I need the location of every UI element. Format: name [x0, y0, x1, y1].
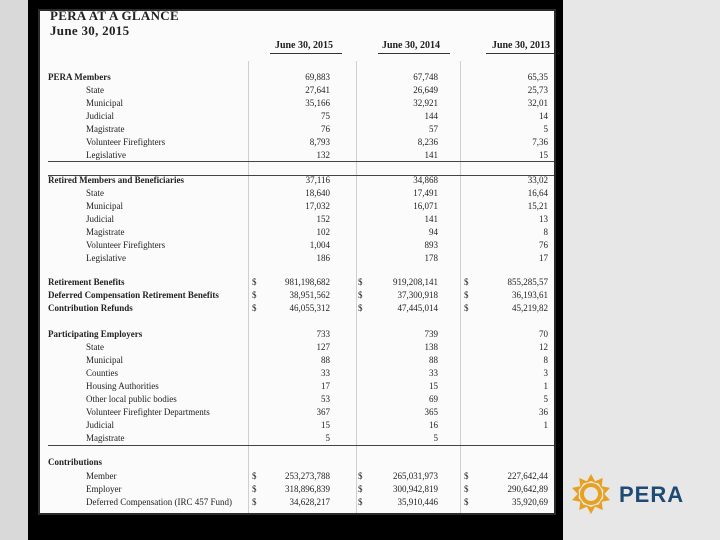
cell-value: 15 — [321, 420, 330, 430]
cell-value: 144 — [424, 111, 438, 121]
row-label: Contributions — [48, 457, 103, 467]
table-section-row — [40, 71, 554, 84]
table-row — [40, 419, 554, 432]
cell-value: 981,198,682 — [285, 277, 330, 287]
row-label: Municipal — [86, 98, 123, 108]
currency-symbol: $ — [358, 303, 363, 313]
table-row — [40, 470, 554, 483]
cell-value: 16,64 — [527, 188, 548, 198]
table-row — [40, 110, 554, 123]
table-row — [40, 341, 554, 354]
cell-value: 69,883 — [305, 72, 330, 82]
cell-value: 26,649 — [413, 85, 438, 95]
currency-symbol: $ — [252, 471, 257, 481]
row-label: PERA Members — [48, 72, 111, 82]
currency-symbol: $ — [358, 290, 363, 300]
cell-value: 8 — [543, 227, 548, 237]
table-section-row — [40, 328, 554, 341]
slide-frame — [28, 0, 563, 540]
financial-table-document — [38, 9, 556, 515]
table-row — [40, 149, 554, 162]
table-row — [40, 432, 554, 445]
cell-value: 127 — [316, 342, 330, 352]
table-section-row — [40, 174, 554, 187]
cell-value: 36,193,61 — [512, 290, 548, 300]
cell-value: 365 — [424, 407, 438, 417]
cell-value: 1,004 — [309, 240, 330, 250]
cell-value: 76 — [321, 124, 330, 134]
row-label: Municipal — [86, 201, 123, 211]
pera-logo — [567, 470, 697, 522]
currency-symbol: $ — [358, 497, 363, 507]
cell-value: 5 — [433, 433, 438, 443]
cell-value: 16 — [429, 420, 438, 430]
table-row — [40, 97, 554, 110]
currency-symbol: $ — [252, 277, 257, 287]
cell-value: 17 — [321, 381, 330, 391]
currency-symbol: $ — [464, 290, 469, 300]
cell-value: 253,273,788 — [285, 471, 330, 481]
row-label: State — [86, 85, 104, 95]
cell-value: 69 — [429, 394, 438, 404]
column-header-2015: June 30, 2015 — [274, 40, 333, 51]
cell-value: 739 — [424, 329, 438, 339]
cell-value: 76 — [539, 240, 548, 250]
cell-value: 141 — [424, 214, 438, 224]
cell-value: 16,071 — [413, 201, 438, 211]
cell-value: 186 — [316, 253, 330, 263]
row-label: Volunteer Firefighter Departments — [86, 407, 210, 417]
table-row — [40, 187, 554, 200]
table-row — [40, 496, 554, 509]
cell-value: 33 — [429, 368, 438, 378]
cell-value: 15 — [539, 150, 548, 160]
cell-value: 70 — [539, 329, 548, 339]
row-label: Employer — [86, 484, 122, 494]
cell-value: 46,055,312 — [289, 303, 330, 313]
cell-value: 733 — [316, 329, 330, 339]
sun-ray — [586, 505, 596, 514]
table-row — [40, 354, 554, 367]
cell-value: 53 — [321, 394, 330, 404]
row-label: Retirement Benefits — [48, 277, 125, 287]
cell-value: 8 — [543, 355, 548, 365]
cell-value: 35,910,446 — [397, 497, 438, 507]
row-label: State — [86, 342, 104, 352]
cell-value: 3 — [543, 368, 548, 378]
cell-value: 141 — [424, 150, 438, 160]
cell-value: 25,73 — [527, 85, 548, 95]
row-label: Judicial — [86, 420, 114, 430]
row-label: Magistrate — [86, 227, 125, 237]
table-section-row — [40, 289, 554, 302]
cell-value: 893 — [424, 240, 438, 250]
currency-symbol: $ — [252, 484, 257, 494]
sun-ray — [586, 474, 596, 483]
column-header-2013: June 30, 2013 — [491, 40, 550, 51]
column-header-2014: June 30, 2014 — [381, 40, 440, 51]
cell-value: 1 — [543, 381, 548, 391]
cell-value: 35,166 — [305, 98, 330, 108]
table-row — [40, 393, 554, 406]
cell-value: 5 — [543, 394, 548, 404]
currency-symbol: $ — [358, 471, 363, 481]
cell-value: 8,793 — [309, 137, 330, 147]
currency-symbol: $ — [358, 484, 363, 494]
cell-value: 8,236 — [417, 137, 438, 147]
row-label: Legislative — [86, 253, 126, 263]
row-label: Municipal — [86, 355, 123, 365]
section-divider — [48, 445, 554, 446]
cell-value: 227,642,44 — [507, 471, 548, 481]
table-row — [40, 226, 554, 239]
cell-value: 178 — [424, 253, 438, 263]
table-section-row — [40, 302, 554, 315]
report-date: June 30, 2015 — [50, 23, 130, 38]
row-label: Housing Authorities — [86, 381, 159, 391]
table-row — [40, 136, 554, 149]
cell-value: 27,641 — [305, 85, 330, 95]
cell-value: 102 — [316, 227, 330, 237]
cell-value: 152 — [316, 214, 330, 224]
cell-value: 34,868 — [413, 175, 438, 185]
cell-value: 300,942,819 — [393, 484, 438, 494]
row-label: Other local public bodies — [86, 394, 177, 404]
cell-value: 37,116 — [305, 175, 330, 185]
row-label: Participating Employers — [48, 329, 143, 339]
cell-value: 57 — [429, 124, 438, 134]
cell-value: 15,21 — [527, 201, 548, 211]
currency-symbol: $ — [252, 303, 257, 313]
cell-value: 75 — [321, 111, 330, 121]
cell-value: 12 — [539, 342, 548, 352]
sun-icon — [567, 470, 615, 518]
row-label: Counties — [86, 368, 119, 378]
cell-value: 88 — [321, 355, 330, 365]
cell-value: 67,748 — [413, 72, 438, 82]
table-row — [40, 380, 554, 393]
cell-value: 5 — [325, 433, 330, 443]
currency-symbol: $ — [464, 303, 469, 313]
table-row — [40, 483, 554, 496]
cell-value: 17,491 — [413, 188, 438, 198]
row-label: Legislative — [86, 150, 126, 160]
column-underline — [270, 53, 342, 54]
row-label: Magistrate — [86, 124, 125, 134]
cell-value: 14 — [539, 111, 548, 121]
table-row — [40, 406, 554, 419]
cell-value: 88 — [429, 355, 438, 365]
cell-value: 13 — [539, 214, 548, 224]
cell-value: 17,032 — [305, 201, 330, 211]
cell-value: 138 — [424, 342, 438, 352]
cell-value: 318,896,839 — [285, 484, 330, 494]
cell-value: 290,642,89 — [507, 484, 548, 494]
table-row — [40, 200, 554, 213]
cell-value: 38,951,562 — [289, 290, 330, 300]
cell-value: 94 — [429, 227, 438, 237]
cell-value: 15 — [429, 381, 438, 391]
row-label: Judicial — [86, 214, 114, 224]
cell-value: 32,921 — [413, 98, 438, 108]
cell-value: 7,36 — [532, 137, 548, 147]
row-label: Deferred Compensation (IRC 457 Fund) — [86, 497, 232, 507]
cell-value: 1 — [543, 420, 548, 430]
cell-value: 367 — [316, 407, 330, 417]
cell-value: 17 — [539, 253, 548, 263]
row-label: Member — [86, 471, 117, 481]
column-underline — [486, 53, 554, 54]
row-label: Magistrate — [86, 433, 125, 443]
cell-value: 919,208,141 — [393, 277, 438, 287]
table-row — [40, 252, 554, 265]
currency-symbol: $ — [464, 484, 469, 494]
cell-value: 34,628,217 — [289, 497, 330, 507]
cell-value: 265,031,973 — [393, 471, 438, 481]
cell-value: 65,35 — [527, 72, 548, 82]
currency-symbol: $ — [252, 290, 257, 300]
currency-symbol: $ — [358, 277, 363, 287]
logo-text: PERA — [619, 482, 685, 507]
table-section-row — [40, 456, 554, 469]
cell-value: 18,640 — [305, 188, 330, 198]
currency-symbol: $ — [464, 497, 469, 507]
cell-value: 36 — [539, 407, 548, 417]
row-label: Deferred Compensation Retirement Benefits — [48, 290, 219, 300]
cell-value: 5 — [543, 124, 548, 134]
table-row — [40, 367, 554, 380]
currency-symbol: $ — [252, 497, 257, 507]
cell-value: 33 — [321, 368, 330, 378]
row-label: Volunteer Firefighters — [86, 137, 166, 147]
cell-value: 35,920,69 — [512, 497, 548, 507]
cell-value: 47,445,014 — [397, 303, 438, 313]
table-section-row — [40, 276, 554, 289]
table-row — [40, 84, 554, 97]
row-label: Retired Members and Beneficiaries — [48, 175, 185, 185]
row-label: Judicial — [86, 111, 114, 121]
cell-value: 132 — [316, 150, 330, 160]
row-label: Volunteer Firefighters — [86, 240, 166, 250]
currency-symbol: $ — [464, 277, 469, 287]
cell-value: 33,02 — [527, 175, 548, 185]
cell-value: 855,285,57 — [507, 277, 548, 287]
column-underline — [378, 53, 450, 54]
cell-value: 37,300,918 — [397, 290, 438, 300]
left-margin — [0, 0, 28, 540]
report-title: PERA AT A GLANCE — [50, 9, 179, 23]
table-row — [40, 123, 554, 136]
row-label: State — [86, 188, 104, 198]
table-row — [40, 239, 554, 252]
cell-value: 32,01 — [527, 98, 548, 108]
cell-value: 45,219,82 — [512, 303, 548, 313]
currency-symbol: $ — [464, 471, 469, 481]
row-label: Contribution Refunds — [48, 303, 133, 313]
table-row — [40, 213, 554, 226]
